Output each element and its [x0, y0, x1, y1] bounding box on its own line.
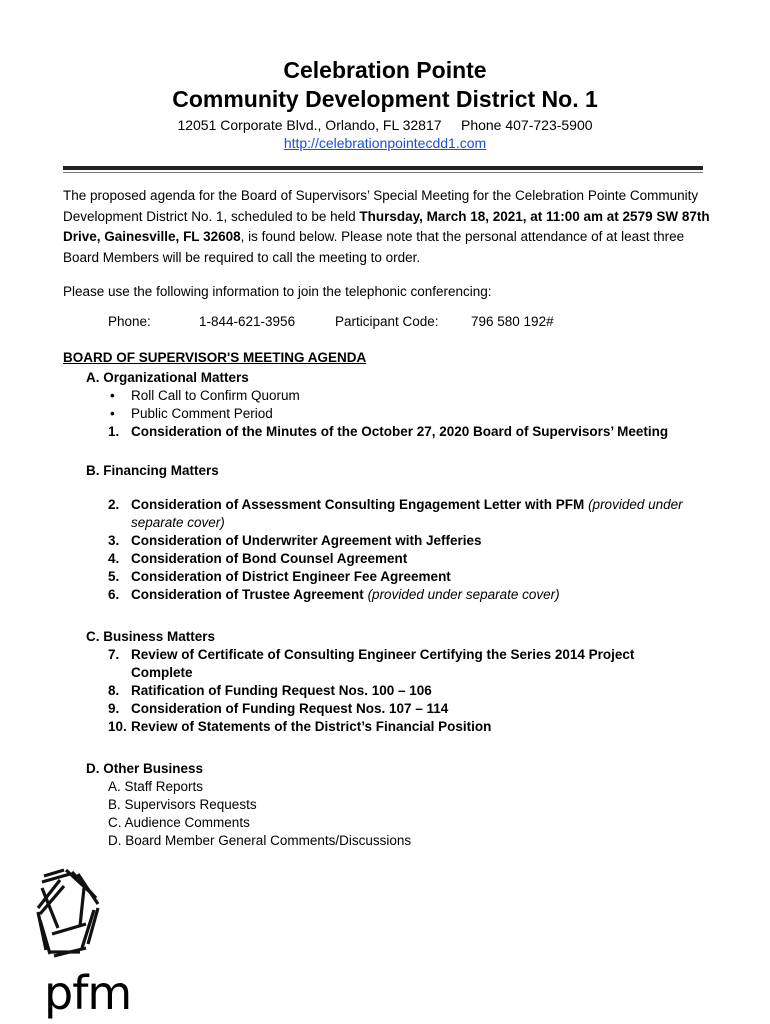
list-item: Consideration of the Minutes of the October 27, 2020 Board of Supervisors’ Meeting — [131, 424, 669, 439]
item-number: 1. — [108, 424, 120, 439]
list-item: A. Staff Reports — [108, 779, 204, 794]
header-rule-thin — [63, 172, 703, 173]
list-item-cont: Complete — [131, 665, 193, 680]
list-item: B. Supervisors Requests — [108, 797, 257, 812]
conference-text: Please use the following information to join the telephonic conferencing: — [63, 284, 492, 299]
list-item: Consideration of Underwriter Agreement with Jefferies — [131, 533, 482, 548]
agenda-title: BOARD OF SUPERVISOR'S MEETING AGENDA — [63, 350, 367, 365]
bullet-icon: • — [110, 388, 115, 403]
item-number: 7. — [108, 647, 120, 662]
website-link[interactable]: http://celebrationpointecdd1.com — [283, 135, 487, 151]
participant-code-label: Participant Code: — [335, 314, 439, 329]
list-item: Public Comment Period — [131, 406, 273, 421]
list-item-note: separate cover) — [131, 515, 225, 530]
pfm-logo-icon — [36, 868, 102, 960]
list-item: Consideration of Trustee Agreement (provided under separate cover) — [131, 587, 560, 602]
list-item: Consideration of Funding Request Nos. 107 – 114 — [131, 701, 449, 716]
pfm-logo-text: pfm — [44, 966, 132, 1020]
item-number: 8. — [108, 683, 120, 698]
list-item: C. Audience Comments — [108, 815, 250, 830]
header-rule-thick — [63, 166, 703, 170]
page-title: Celebration Pointe — [283, 57, 487, 83]
list-item: Roll Call to Confirm Quorum — [131, 388, 300, 403]
item-number: 5. — [108, 569, 120, 584]
item-number: 3. — [108, 533, 120, 548]
page-subtitle: Community Development District No. 1 — [172, 86, 598, 112]
list-item: Ratification of Funding Request Nos. 100 – 106 — [131, 683, 432, 698]
item-number: 6. — [108, 587, 120, 602]
list-item: Consideration of Bond Counsel Agreement — [131, 551, 408, 566]
phone-label: Phone: — [108, 314, 151, 329]
list-item: Consideration of District Engineer Fee Agreement — [131, 569, 451, 584]
list-item: Consideration of Assessment Consulting Engagement Letter with PFM (provided under — [131, 497, 683, 512]
item-number: 4. — [108, 551, 120, 566]
bullet-icon: • — [110, 406, 115, 421]
item-number: 10. — [108, 719, 127, 734]
item-number: 9. — [108, 701, 120, 716]
intro-paragraph: The proposed agenda for the Board of Supervisors’ Special Meeting for the Celebration Pointe Community Development District No. 1, scheduled to be held Thursday, March 18, 2021, at 11:00 am at 2579 SW 87th Drive, Gainesville, FL 32608, is found below. Please note that the personal attendance of at least three Board Members will be required to call the meeting to order. — [63, 188, 710, 265]
participant-code: 796 580 192# — [471, 314, 554, 329]
section-d-heading: D. Other Business — [86, 761, 204, 776]
section-a-heading: A. Organizational Matters — [86, 370, 249, 385]
section-c-heading: C. Business Matters — [86, 629, 216, 644]
list-item: Review of Certificate of Consulting Engineer Certifying the Series 2014 Project — [131, 647, 635, 662]
item-number: 2. — [108, 497, 120, 512]
address-line: 12051 Corporate Blvd., Orlando, FL 32817 Phone 407-723-5900 — [177, 117, 593, 133]
section-b-heading: B. Financing Matters — [86, 463, 219, 478]
phone-number: 1-844-621-3956 — [199, 314, 296, 329]
list-item: Review of Statements of the District’s Financial Position — [131, 719, 492, 734]
list-item: D. Board Member General Comments/Discussions — [108, 833, 412, 848]
